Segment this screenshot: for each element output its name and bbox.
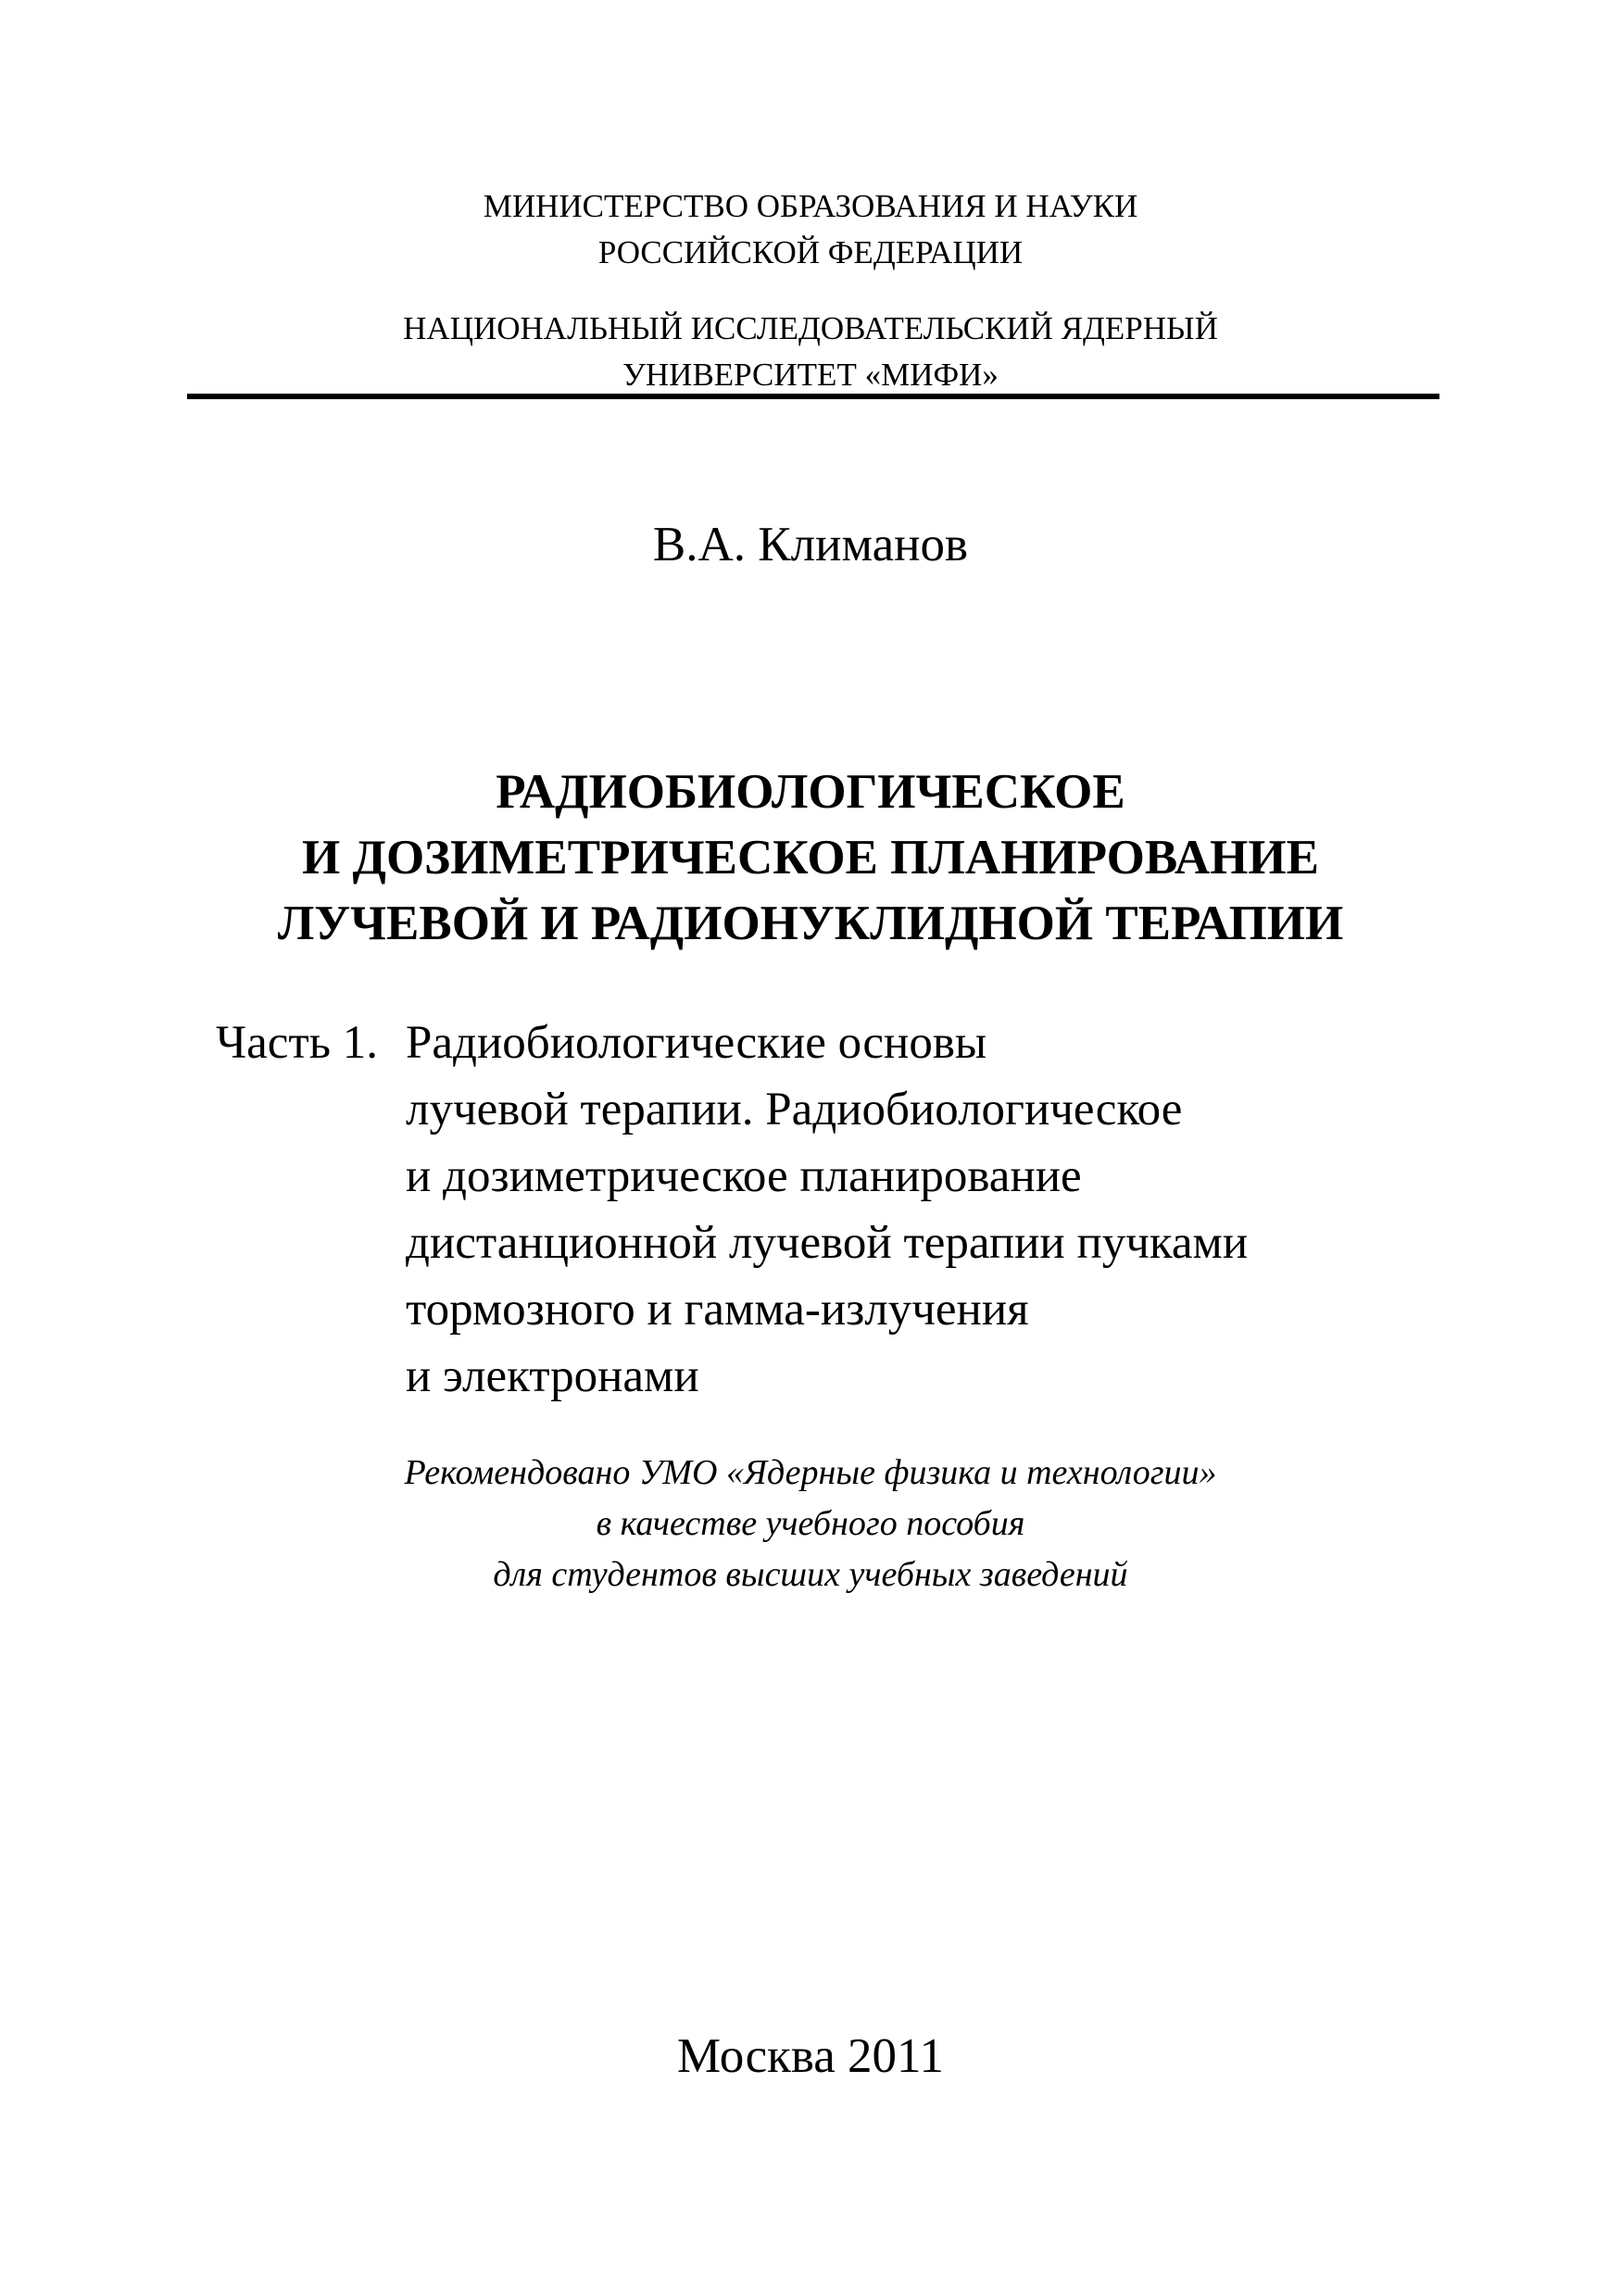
ministry-header [0,183,1621,276]
part-line-6: и электронами [406,1350,699,1402]
university-header [0,306,1621,398]
ministry-line-1: МИНИСТЕРСТВО ОБРАЗОВАНИЯ И НАУКИ [483,188,1138,224]
university-line-2: УНИВЕРСИТЕТ «МИФИ» [622,357,999,393]
header-divider [187,394,1439,399]
part-label: Часть 1. [216,1017,378,1069]
recommendation-note [0,1448,1621,1600]
book-title [0,759,1621,957]
part-line-5: тормозного и гамма-излучения [406,1284,1029,1336]
title-line-3: ЛУЧЕВОЙ И РАДИОНУКЛИДНОЙ ТЕРАПИИ [277,897,1344,950]
part-line-2: лучевой терапии. Радиобиологическое [406,1084,1183,1135]
university-line-1: НАЦИОНАЛЬНЫЙ ИССЛЕДОВАТЕЛЬСКИЙ ЯДЕРНЫЙ [403,310,1218,346]
author-name: В.А. Климанов [652,518,969,571]
recommendation-line-1: Рекомендовано УМО «Ядерные физика и технологии» [404,1453,1217,1492]
recommendation-line-3: для студентов высших учебных заведений [493,1555,1128,1594]
part-line-4: дистанционной лучевой терапии пучками [406,1217,1249,1269]
place-and-year: Москва 2011 [676,2029,945,2083]
ministry-line-2: РОССИЙСКОЙ ФЕДЕРАЦИИ [597,234,1024,270]
recommendation-line-2: в качестве учебного пособия [596,1504,1025,1543]
part-line-1: Радиобиологические основы [406,1017,987,1069]
title-line-2: И ДОЗИМЕТРИЧЕСКОЕ ПЛАНИРОВАНИЕ [302,831,1319,885]
part-line-3: и дозиметрическое планирование [406,1150,1082,1202]
title-line-1: РАДИОБИОЛОГИЧЕСКОЕ [496,765,1125,819]
part-description [406,1010,1248,1410]
